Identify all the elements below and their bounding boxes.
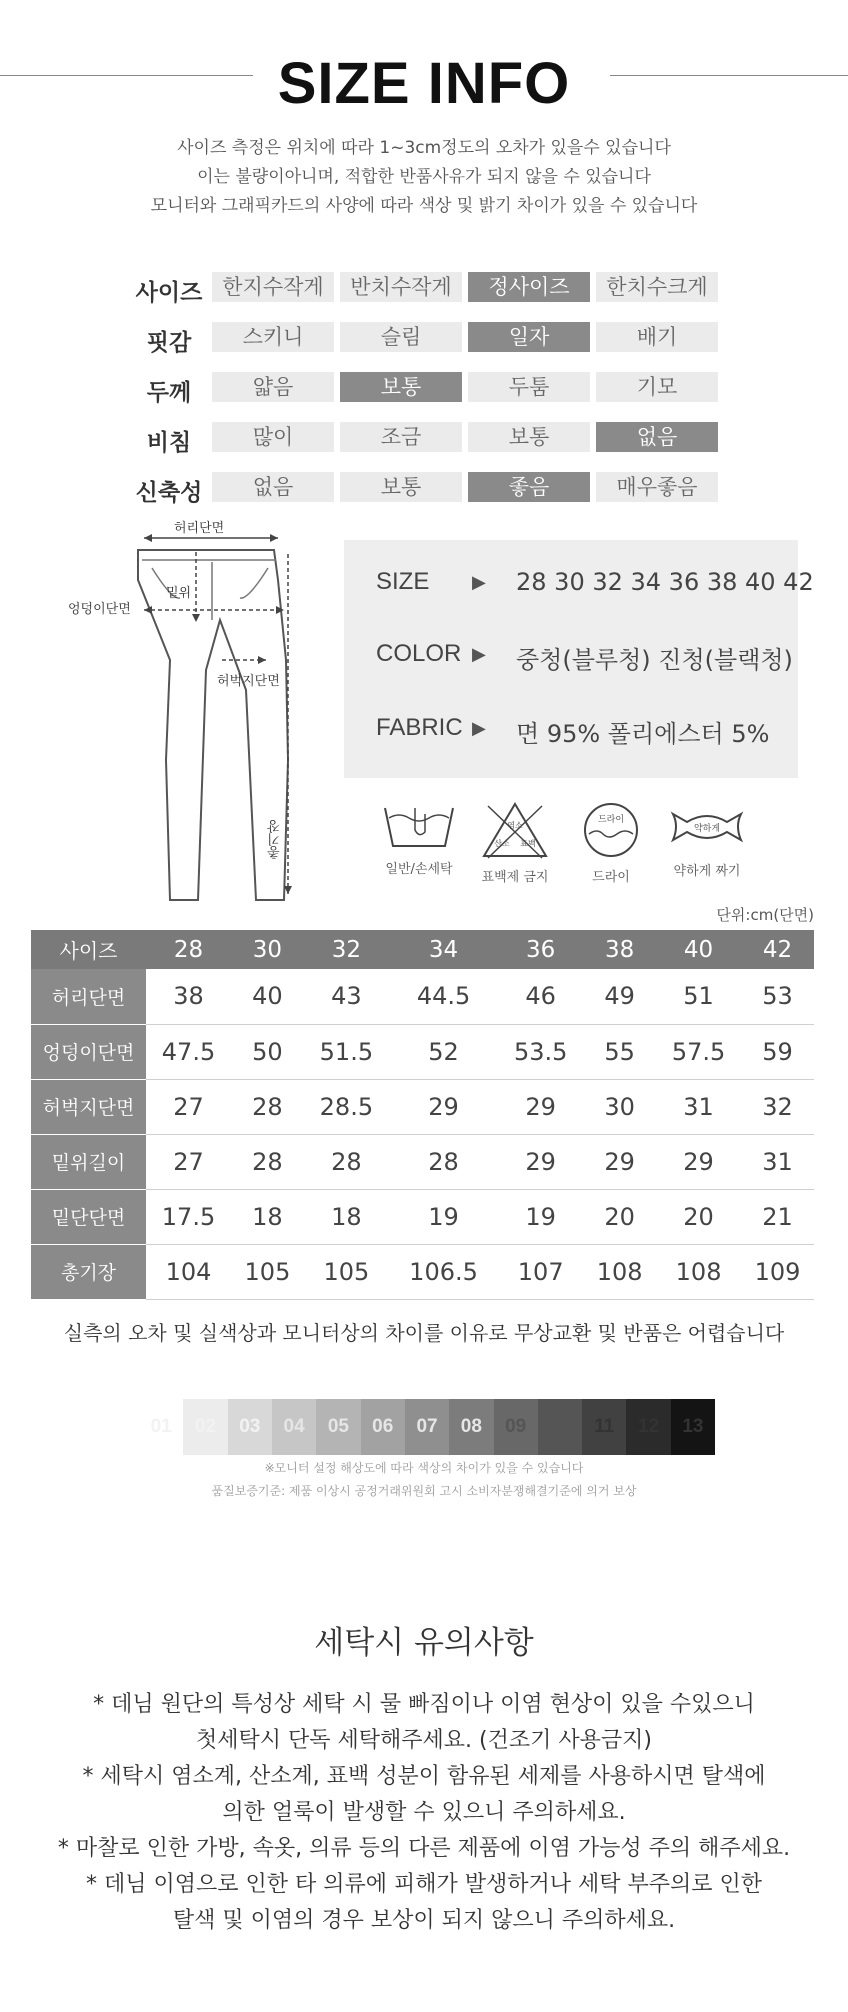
table-cell: 46 [498,969,583,1024]
attribute-option-selected: 정사이즈 [468,272,590,302]
arrow-right-icon: ▶ [472,644,486,665]
attribute-option: 한치수크게 [596,272,718,302]
washing-line: * 데님 원단의 특성상 세탁 시 물 빠짐이나 이염 현상이 있을 수있으니 [93,1692,755,1717]
table-cell: 108 [583,1244,656,1299]
table-cell: 53.5 [498,1024,583,1079]
unit-label: 단위:cm(단면) [716,906,814,924]
table-cell: 40 [231,969,304,1024]
shade-swatch: 08 [449,1399,493,1455]
note-line: 이는 불량이아니며, 적합한 반품사유가 되지 않을 수 있습니다 [197,167,651,187]
table-cell: 55 [583,1024,656,1079]
pants-diagram [62,520,302,905]
care-dry [556,800,666,885]
table-cell: 108 [656,1244,741,1299]
table-header-size: 28 [146,930,231,969]
fabric-info-key: FABRIC [376,714,463,741]
table-header-label: 사이즈 [31,930,146,969]
attribute-option: 보통 [340,472,462,502]
washing-title: 세탁시 유의사항 [314,1625,534,1661]
care-label: 드라이 [592,870,630,885]
arrow-right-icon: ▶ [472,718,486,739]
washing-line: * 마찰로 인한 가방, 속옷, 의류 등의 다른 제품에 이염 가능성 주의 해주세요. [57,1836,791,1861]
color-info-value: 중청(블루청) 진청(블랙청) [516,646,793,674]
washing-line: * 세탁시 염소계, 산소계, 표백 성분이 함유된 세제를 사용하시면 탈색에 [82,1764,766,1789]
table-cell: 105 [304,1244,389,1299]
table-row [31,1189,814,1244]
care-wash [364,800,474,877]
hip-label: 엉덩이단면 [68,602,131,617]
table-cell: 18 [231,1189,304,1244]
table-cell: 43 [304,969,389,1024]
waist-label: 허리단면 [174,521,225,536]
table-cell: 29 [498,1079,583,1134]
care-bleach [460,800,570,885]
table-cell: 29 [389,1079,498,1134]
table-cell: 29 [498,1134,583,1189]
size-table [31,930,814,1300]
shade-swatch: 02 [183,1399,227,1455]
shade-swatch: 05 [316,1399,360,1455]
header [0,50,848,116]
attribute-label: 핏감 [146,330,192,356]
table-header-size: 42 [741,930,814,969]
table-cell: 50 [231,1024,304,1079]
table-cell: 31 [656,1079,741,1134]
table-header-size: 36 [498,930,583,969]
bleach-icon-text: 산소 [494,839,510,848]
table-header-size: 34 [389,930,498,969]
care-wring [652,800,762,879]
size-info-value: 28 30 32 34 36 38 40 42 [516,568,814,596]
shade-swatch: 11 [582,1399,626,1455]
shade-swatch: 13 [671,1399,715,1455]
table-cell: 31 [741,1134,814,1189]
attribute-row [126,472,716,506]
dry-icon-text: 드라이 [597,815,625,825]
care-label: 표백제 금지 [481,870,549,885]
wring-icon-text: 약하게 [693,824,721,834]
thigh-label: 허벅지단면 [217,674,280,689]
table-cell: 38 [146,969,231,1024]
table-cell: 28 [389,1134,498,1189]
table-header-size: 32 [304,930,389,969]
shade-swatch: 04 [272,1399,316,1455]
table-cell: 28 [231,1079,304,1134]
table-header-size: 30 [231,930,304,969]
table-cell: 17.5 [146,1189,231,1244]
attribute-row [126,422,716,456]
attribute-option: 두툼 [468,372,590,402]
table-cell: 27 [146,1079,231,1134]
washing-line: 의한 얼룩이 발생할 수 있으니 주의하세요. [222,1800,626,1825]
note-line: 모니터와 그래픽카드의 사양에 따라 색상 및 밝기 차이가 있을 수 있습니다 [150,196,698,216]
attribute-label: 두께 [146,380,192,406]
no-bleach-icon [480,800,550,860]
size-info-key: SIZE [376,568,430,595]
table-row [31,969,814,1024]
attribute-option-selected: 보통 [340,372,462,402]
note-line: 사이즈 측정은 위치에 따라 1~3cm정도의 오차가 있을수 있습니다 [177,138,671,158]
shade-swatch: 06 [361,1399,405,1455]
length-label: 총기장 [268,820,283,859]
table-row-header: 밑단단면 [31,1189,146,1244]
table-cell: 29 [656,1134,741,1189]
attribute-option: 없음 [212,472,334,502]
washing-line: 탈색 및 이염의 경우 보상이 되지 않으니 주의하세요. [172,1908,676,1933]
table-cell: 20 [656,1189,741,1244]
table-row [31,1244,814,1299]
arrow-right-icon: ▶ [472,572,486,593]
attribute-option: 기모 [596,372,718,402]
table-row-header: 허벅지단면 [31,1079,146,1134]
table-cell: 49 [583,969,656,1024]
table-cell: 32 [741,1079,814,1134]
quality-note: 품질보증기준: 제품 이상시 공정거래위원회 고시 소비자분쟁해결기준에 의거 보상 [211,1484,637,1498]
table-cell: 21 [741,1189,814,1244]
washing-instructions [0,1687,848,1939]
color-info-key: COLOR [376,640,462,667]
table-cell: 44.5 [389,969,498,1024]
table-cell: 18 [304,1189,389,1244]
table-cell: 28.5 [304,1079,389,1134]
table-cell: 19 [389,1189,498,1244]
shade-swatch: 07 [405,1399,449,1455]
table-row-header: 밑위길이 [31,1134,146,1189]
bleach-icon-text: 염소 [507,821,523,830]
shade-swatch: 09 [494,1399,538,1455]
shade-swatch: 10 [538,1399,582,1455]
shade-swatch: 03 [228,1399,272,1455]
attribute-option: 많이 [212,422,334,452]
table-cell: 29 [583,1134,656,1189]
page-title: SIZE INFO [277,51,571,116]
table-cell: 105 [231,1244,304,1299]
table-cell: 19 [498,1189,583,1244]
table-cell: 52 [389,1024,498,1079]
attribute-row [126,372,716,406]
disclaimer: 실측의 오차 및 실색상과 모니터상의 차이를 이유로 무상교환 및 반품은 어렵습니다 [63,1321,785,1345]
attribute-option-selected: 없음 [596,422,718,452]
table-cell: 107 [498,1244,583,1299]
table-row [31,1079,814,1134]
table-cell: 51.5 [304,1024,389,1079]
table-row [31,1134,814,1189]
wring-gently-icon [667,800,747,854]
table-cell: 28 [231,1134,304,1189]
attribute-option: 보통 [468,422,590,452]
monitor-note: ※모니터 설정 해상도에 따라 색상의 차이가 있을 수 있습니다 [264,1461,584,1475]
table-row [31,1024,814,1079]
attribute-row [126,272,716,306]
table-row-header: 허리단면 [31,969,146,1024]
table-cell: 30 [583,1079,656,1134]
color-info-row [344,640,798,680]
table-cell: 57.5 [656,1024,741,1079]
table-row-header: 총기장 [31,1244,146,1299]
header-divider-right [610,75,848,76]
attribute-option: 스키니 [212,322,334,352]
attribute-option-selected: 좋음 [468,472,590,502]
table-cell: 27 [146,1134,231,1189]
shade-swatch: 12 [626,1399,670,1455]
attribute-option: 배기 [596,322,718,352]
size-info-row [344,568,814,608]
table-cell: 106.5 [389,1244,498,1299]
attribute-row [126,322,716,356]
attribute-option: 반치수작게 [340,272,462,302]
washing-line: * 데님 이염으로 인한 타 의류에 피해가 발생하거나 세탁 부주의로 인한 [86,1872,762,1897]
dry-clean-icon [581,800,641,860]
table-cell: 104 [146,1244,231,1299]
attribute-option: 한지수작게 [212,272,334,302]
attribute-label: 비침 [146,430,192,456]
table-row-header: 엉덩이단면 [31,1024,146,1079]
table-cell: 47.5 [146,1024,231,1079]
attribute-option-selected: 일자 [468,322,590,352]
shade-swatch: 01 [139,1399,183,1455]
attribute-option: 얇음 [212,372,334,402]
attribute-option: 조금 [340,422,462,452]
table-header-size: 38 [583,930,656,969]
table-cell: 51 [656,969,741,1024]
rise-label: 밑위 [166,586,192,601]
table-cell: 59 [741,1024,814,1079]
hand-wash-icon [379,800,459,852]
shade-strip [139,1399,715,1455]
size-notes [0,134,848,221]
table-cell: 109 [741,1244,814,1299]
table-cell: 53 [741,969,814,1024]
attribute-label: 사이즈 [135,280,203,306]
attribute-option: 슬림 [340,322,462,352]
product-info-box [344,540,814,778]
attribute-option: 매우좋음 [596,472,718,502]
care-label: 약하게 짜기 [673,864,741,879]
care-label: 일반/손세탁 [385,862,453,877]
fabric-info-value: 면 95% 폴리에스터 5% [516,720,770,748]
bleach-icon-text: 표백 [520,839,536,848]
table-cell: 20 [583,1189,656,1244]
attribute-label: 신축성 [135,480,203,506]
table-cell: 28 [304,1134,389,1189]
table-header-size: 40 [656,930,741,969]
fabric-info-row [344,714,798,754]
table-header-row [31,930,814,969]
washing-line: 첫세탁시 단독 세탁해주세요. (건조기 사용금지) [196,1728,652,1753]
